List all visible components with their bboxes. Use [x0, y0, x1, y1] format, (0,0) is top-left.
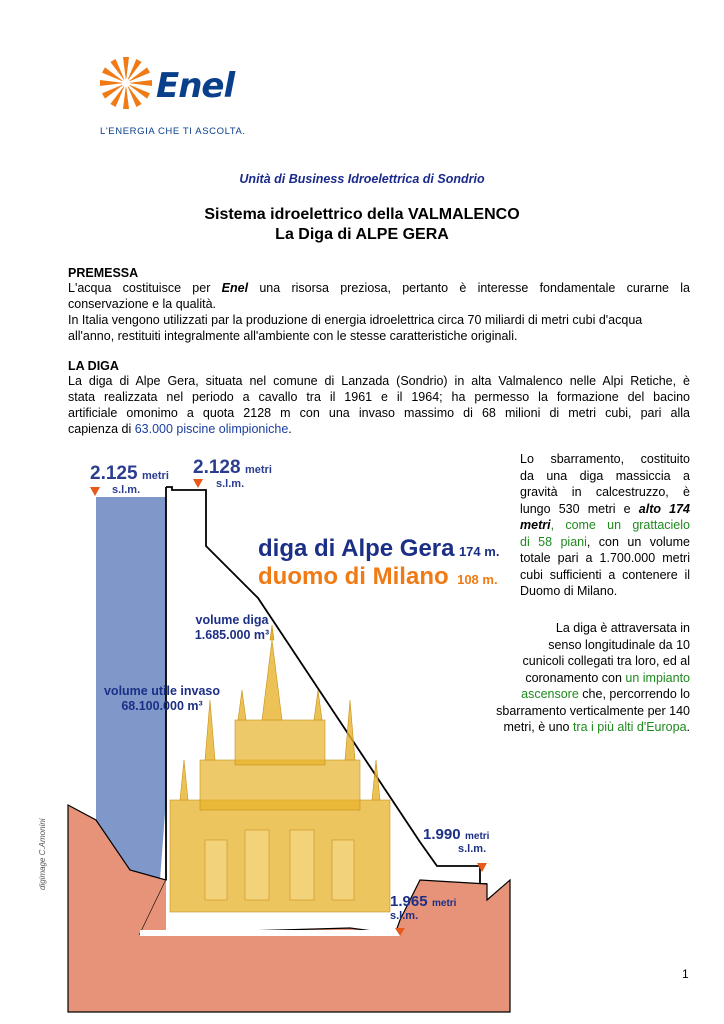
diga-height-label: diga di Alpe Gera 174 m. [258, 535, 500, 562]
premessa-line: L'acqua costituisce per Enel una risorsa preziosa, pertanto è interesse fondamentale curarne la [68, 281, 690, 295]
level-marker-icon [193, 479, 203, 488]
page-number: 1 [682, 967, 689, 981]
enel-wordmark: Enel [156, 66, 235, 106]
page-subtitle: La Diga di ALPE GERA [275, 226, 449, 243]
premessa-line: In Italia vengono utilizzati par la produzione di energia idroelettrica circa 70 miliardi di metri cubi d'acqua [68, 313, 643, 327]
side-text-sbarramento: Lo sbarramento, costituito da una diga massiccia a gravità in calcestruzzo, è lungo 530 metri e alto 174 metri, come un grattacielo di 58 piani, con un volume totale pari a 1.700.000 metri cubi sufficienti a contenere il Duomo di Milano. [520, 452, 690, 598]
duomo-silhouette [170, 625, 390, 912]
level-slm: s.l.m. [112, 484, 141, 496]
diga-line: stata realizzata nel periodo a cavallo tra il 1961 e il 1964; ha permesso la formazione del bacino [68, 390, 690, 404]
premessa-line: all'anno, restituiti integralmente all'ambiente con le stesse caratteristiche originali. [68, 329, 518, 343]
level-slm: s.l.m. [390, 910, 419, 922]
level-label-2125: 2.125 metri [90, 463, 169, 484]
image-credit: digimage C.Amonini [38, 818, 47, 890]
diga-line: La diga di Alpe Gera, situata nel comune di Lanzada (Sondrio) in alta Valmalenco nelle Alpi Retiche, è [68, 374, 690, 388]
riverbed [140, 930, 400, 936]
level-slm: s.l.m. [458, 843, 487, 855]
side-text-cunicoli: La diga è attraversata in senso longitudinale da 10 cunicoli collegati tra loro, ed al coronamento con un impianto ascensore che, percorrendo lo sbarramento verticalmente per 140 metri, è uno tra i più alti d'Europa. [496, 621, 690, 734]
diga-line: artificiale omonimo a quota 2128 m con una invaso massimo di 68 milioni di metri cubi, pari alla [68, 406, 690, 420]
level-slm: s.l.m. [216, 478, 245, 490]
logo-tagline: L'ENERGIA CHE TI ASCOLTA. [100, 126, 246, 137]
level-label-2128: 2.128 metri [193, 457, 272, 478]
level-label-1990: 1.990 metri [423, 826, 490, 843]
level-marker-icon [90, 487, 100, 496]
reservoir-volume-label: volume utile invaso 68.100.000 m³ [103, 684, 220, 713]
premessa-heading: PREMESSA [68, 266, 139, 280]
unit-title: Unità di Business Idroelettrica di Sondrio [239, 172, 485, 186]
dam-volume-label: volume diga 1.685.000 m³ [194, 613, 270, 642]
premessa-line: conservazione e la qualità. [68, 297, 217, 311]
page-title: Sistema idroelettrico della VALMALENCO [204, 206, 520, 223]
diga-line: capienza di 63.000 piscine olimpioniche. [68, 422, 292, 436]
diga-heading: LA DIGA [68, 359, 119, 373]
duomo-height-label: duomo di Milano 108 m. [258, 563, 498, 590]
level-label-1965: 1.965 metri [390, 893, 457, 910]
